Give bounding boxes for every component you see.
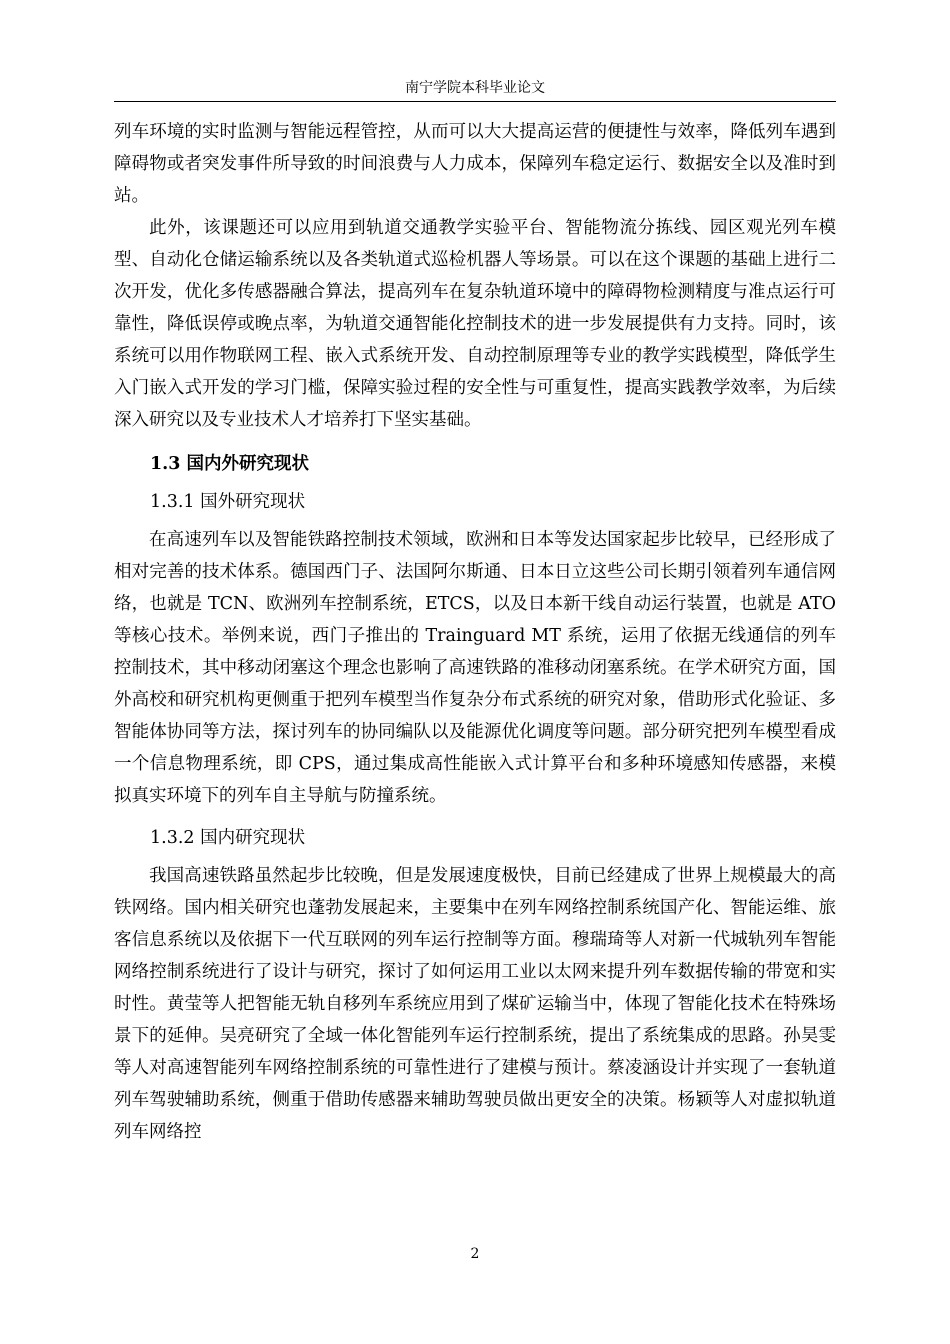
subsection-heading-1-3-2: 1.3.2 国内研究现状 [150,828,306,848]
paragraph-domestic-research: 我国高速铁路虽然起步比较晚，但是发展速度极快，目前已经建成了世界上规模最大的高铁网络。国内相关研究也蓬勃发展起来，主要集中在列车网络控制系统国产化、智能运维、旅客信息系统以及依据下一代互联网的列车运行控制等方面。穆瑞琦等人对新一代城轨列车智能网络控制系统进行了设计与研究，探讨了如何运用工业以太网来提升列车数据传输的带宽和实时性。黄莹等人把智能无轨自移列车系统应用到了煤矿运输当中，体现了智能化技术在特殊场景下的延伸。吴亮研究了全域一体化智能列车运行控制系统，提出了系统集成的思路。孙昊雯等人对高速智能列车网络控制系统的可靠性进行了建模与预计。蔡凌涵设计并实现了一套轨道列车驾驶辅助系统，侧重于借助传感器来辅助驾驶员做出更安全的决策。杨颖等人对虚拟轨道列车网络控 [114,866,836,1142]
body-text [114,116,836,1148]
running-header: 南宁学院本科毕业论文 [405,80,545,96]
paragraph-application: 此外，该课题还可以应用到轨道交通教学实验平台、智能物流分拣线、园区观光列车模型、自动化仓储运输系统以及各类轨道式巡检机器人等场景。可以在这个课题的基础上进行二次开发，优化多传感器融合算法，提高列车在复杂轨道环境中的障碍物检测精度与准点运行可靠性，降低误停或晚点率，为轨道交通智能化控制技术的进一步发展提供有力支持。同时，该系统可以用作物联网工程、嵌入式系统开发、自动控制原理等专业的教学实践模型，降低学生入门嵌入式开发的学习门槛，保障实验过程的安全性与可重复性，提高实践教学效率，为后续深入研究以及专业技术人才培养打下坚实基础。 [114,218,836,430]
paragraph-continued: 列车环境的实时监测与智能远程管控，从而可以大大提高运营的便捷性与效率，降低列车遇到障碍物或者突发事件所导致的时间浪费与人力成本，保障列车稳定运行、数据安全以及准时到站。 [114,122,836,206]
page-number: 2 [470,1246,480,1262]
paragraph-foreign-research: 在高速列车以及智能铁路控制技术领域，欧洲和日本等发达国家起步比较早，已经形成了相对完善的技术体系。德国西门子、法国阿尔斯通、日本日立这些公司长期引领着列车通信网络，也就是 TCN、欧洲列车控制系统，ETCS，以及日本新干线自动运行装置，也就是 ATO 等核心技术。举例来说，西门子推出的 Trainguard MT 系统，运用了依据无线通信的列车控制技术，其中移动闭塞这个理念也影响了高速铁路的准移动闭塞系统。在学术研究方面，国外高校和研究机构更侧重于把列车模型当作复杂分布式系统的研究对象，借助形式化验证、多智能体协同等方法，探讨列车的协同编队以及能源优化调度等问题。部分研究把列车模型看成一个信息物理系统，即 CPS，通过集成高性能嵌入式计算平台和多种环境感知传感器，来模拟真实环境下的列车自主导航与防撞系统。 [114,530,836,806]
subsection-heading-1-3-1: 1.3.1 国外研究现状 [150,492,306,512]
header-divider [114,101,836,102]
section-heading-1-3: 1.3 国内外研究现状 [150,454,310,474]
